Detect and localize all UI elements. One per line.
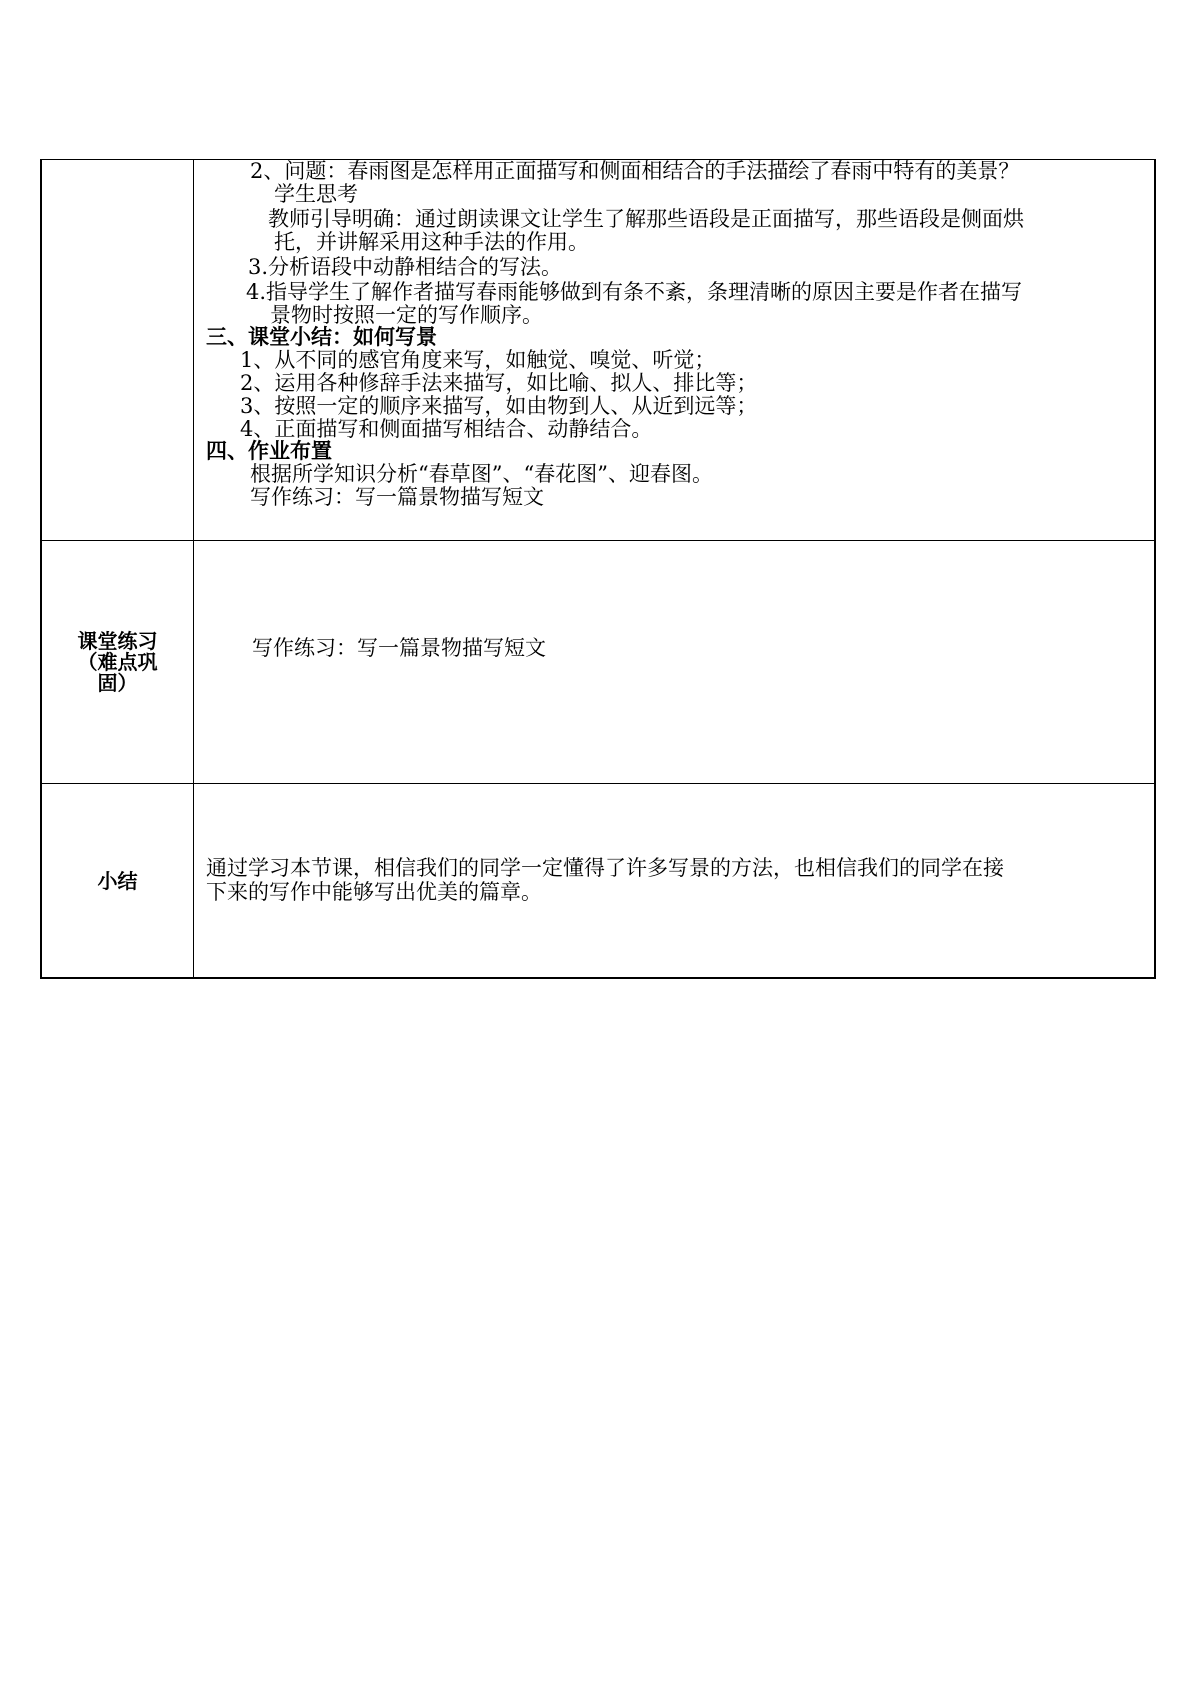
summary-item-4: 4、正面描写和侧面描写相结合、动静结合。 bbox=[240, 417, 653, 441]
teaching-process-row bbox=[42, 160, 1154, 541]
process-line-analysis: 3.分析语段中动静相结合的写法。 bbox=[248, 255, 563, 279]
process-line-teacher-guide-cont: 托，并讲解采用这种手法的作用。 bbox=[274, 230, 589, 254]
summary-item-1: 1、从不同的感官角度来写，如触觉、嗅觉、听觉； bbox=[240, 348, 716, 372]
summary-item-3: 3、按照一定的顺序来描写，如由物到人、从近到远等； bbox=[240, 394, 758, 418]
summary-row bbox=[42, 784, 1154, 978]
process-line-guidance-cont: 景物时按照一定的写作顺序。 bbox=[270, 303, 543, 327]
summary-text-line-2: 下来的写作中能够写出优美的篇章。 bbox=[206, 880, 542, 904]
process-line-guidance: 4.指导学生了解作者描写春雨能够做到有条不紊，条理清晰的原因主要是作者在描写 bbox=[246, 280, 1023, 304]
process-line-question: 2、问题：春雨图是怎样用正面描写和侧面相结合的手法描绘了春雨中特有的美景？ bbox=[250, 159, 1020, 183]
classroom-practice-row bbox=[42, 541, 1154, 784]
summary-content bbox=[194, 784, 1154, 978]
process-line-student-think: 学生思考 bbox=[274, 182, 358, 206]
teaching-process-content bbox=[194, 160, 1154, 540]
classroom-practice-label-line-1: 课堂练习 bbox=[77, 628, 158, 653]
teaching-process-label-cell bbox=[42, 160, 194, 540]
summary-item-2: 2、运用各种修辞手法来描写，如比喻、拟人、排比等； bbox=[240, 371, 758, 395]
summary-text-line-1: 通过学习本节课，相信我们的同学一定懂得了许多写景的方法，也相信我们的同学在接 bbox=[206, 856, 1004, 880]
homework-item-writing: 写作练习：写一篇景物描写短文 bbox=[250, 485, 544, 509]
classroom-practice-text: 写作练习：写一篇景物描写短文 bbox=[252, 636, 546, 660]
classroom-practice-label-line-3: 固） bbox=[97, 670, 138, 695]
homework-item-analysis: 根据所学知识分析“春草图”、“春花图”、迎春图。 bbox=[250, 462, 713, 486]
lesson-plan-table bbox=[40, 159, 1156, 979]
process-line-teacher-guide: 教师引导明确：通过朗读课文让学生了解那些语段是正面描写，那些语段是侧面烘 bbox=[268, 207, 1024, 231]
classroom-practice-label-line-2: （难点巩 bbox=[77, 649, 158, 674]
summary-label: 小结 bbox=[42, 784, 194, 978]
classroom-practice-label bbox=[42, 541, 194, 783]
section-heading-summary: 三、课堂小结：如何写景 bbox=[206, 325, 437, 349]
section-heading-homework: 四、作业布置 bbox=[206, 439, 332, 463]
classroom-practice-content bbox=[194, 541, 1154, 783]
